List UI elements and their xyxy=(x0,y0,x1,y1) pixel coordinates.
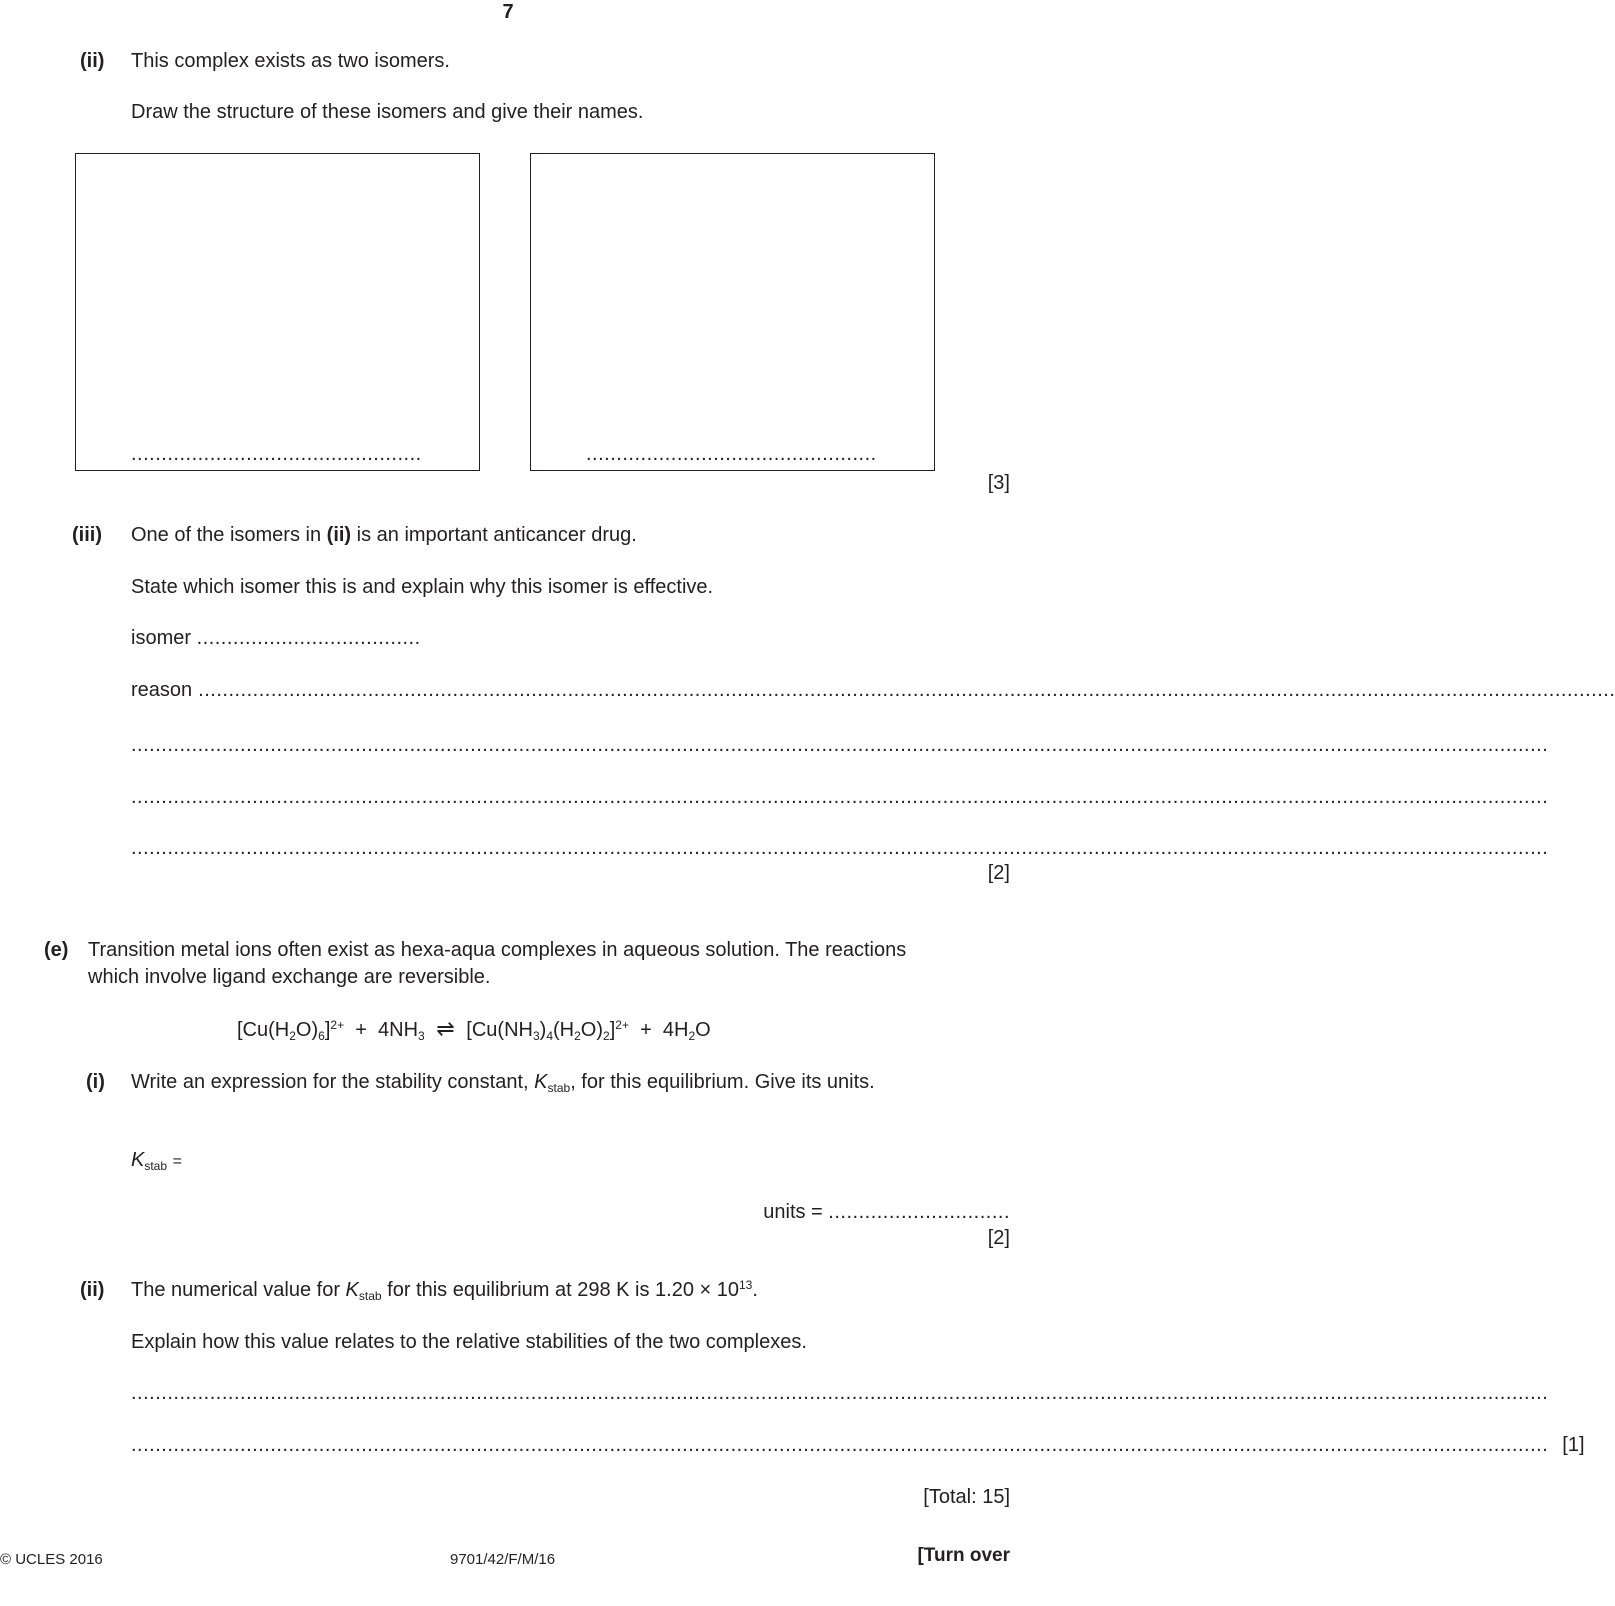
isomer-name-line-left[interactable]: ................................................ xyxy=(131,443,422,465)
marks-label: [2] xyxy=(987,1227,1010,1249)
answer-box-left[interactable] xyxy=(75,153,480,471)
question-text: Transition metal ions often exist as hexa-aqua complexes in aqueous solution. The reactions xyxy=(88,939,907,961)
equilibrium-arrow-icon: ⇌ xyxy=(436,1016,455,1041)
answer-box-right[interactable] xyxy=(530,153,935,471)
question-label-i: (i) xyxy=(86,1071,105,1093)
product-water: $4H_2O$ xyxy=(662,1019,711,1043)
marks-label: [2] xyxy=(987,862,1010,884)
question-text: which involve ligand exchange are reversible. xyxy=(88,966,491,988)
reactant-ammonia: $4NH_3$ xyxy=(378,1019,425,1043)
text-segment: is an important anticancer drug. xyxy=(351,524,637,546)
k-subscript: stab xyxy=(358,1289,382,1303)
page-number: 7 xyxy=(502,1,514,23)
kstab-expression-label xyxy=(131,1149,182,1173)
plus-sign: + xyxy=(640,1019,652,1041)
instruction-text: State which isomer this is and explain why this isomer is effective. xyxy=(131,576,714,598)
answer-line[interactable]: .......................................................................................................................................................................................................................................... xyxy=(131,1382,1549,1404)
question-label-ii: (ii) xyxy=(80,1279,105,1301)
isomer-name-line-right[interactable]: ................................................ xyxy=(586,443,877,465)
instruction-text: Draw the structure of these isomers and give their names. xyxy=(131,101,644,123)
units-answer-line[interactable]: .............................. xyxy=(828,1201,1010,1223)
isomer-label: isomer xyxy=(131,627,192,649)
reason-answer-row xyxy=(131,679,1615,701)
answer-line[interactable]: .......................................................................................................................................................................................................................................... xyxy=(131,734,1549,756)
plus-sign: + xyxy=(355,1019,367,1041)
turn-over-label: [Turn over xyxy=(917,1545,1010,1566)
units-answer-row xyxy=(700,1202,1010,1222)
question-label-iii: (iii) xyxy=(72,524,102,546)
question-text xyxy=(131,1278,758,1303)
answer-line[interactable]: .......................................................................................................................................................................................................................................... xyxy=(131,1434,1549,1456)
chemical-equation xyxy=(237,1016,711,1043)
text-segment: Write an expression for the stability constant, xyxy=(131,1071,535,1093)
question-text: This complex exists as two isomers. xyxy=(131,50,450,72)
marks-label: [1] xyxy=(1562,1434,1585,1456)
question-text xyxy=(131,1071,875,1095)
reference-bold: (ii) xyxy=(326,524,352,546)
question-label-e: (e) xyxy=(44,939,69,961)
exponent: 13 xyxy=(739,1278,753,1292)
paper-code: 9701/42/F/M/16 xyxy=(450,1551,556,1568)
isomer-answer-row xyxy=(131,628,421,648)
total-marks: [Total: 15] xyxy=(923,1486,1010,1508)
instruction-text: Explain how this value relates to the relative stabilities of the two complexes. xyxy=(131,1331,807,1353)
k-symbol: K xyxy=(345,1279,359,1301)
text-segment: The numerical value for xyxy=(131,1279,346,1301)
answer-row-with-marks xyxy=(131,1434,1585,1456)
units-label: units = xyxy=(763,1201,823,1223)
k-symbol: K xyxy=(131,1149,145,1171)
reason-answer-line[interactable]: .......................................................................................................................................................................................................................................... xyxy=(198,679,1615,701)
reason-label: reason xyxy=(131,679,193,701)
answer-line[interactable]: .......................................................................................................................................................................................................................................... xyxy=(131,786,1549,808)
equals-sign: = xyxy=(172,1153,182,1170)
marks-label: [3] xyxy=(987,472,1010,494)
text-segment: . xyxy=(752,1279,758,1301)
product-complex: $[Cu(NH_3)_4(H_2O)_2]^{2+}$ xyxy=(466,1018,629,1043)
k-subscript: stab xyxy=(547,1081,571,1095)
k-symbol: K xyxy=(534,1071,548,1093)
text-segment: One of the isomers in xyxy=(131,524,327,546)
text-segment: for this equilibrium at 298 K is 1.20 × 10 xyxy=(381,1279,739,1301)
answer-line[interactable]: .......................................................................................................................................................................................................................................... xyxy=(131,837,1549,859)
k-subscript: stab xyxy=(144,1159,168,1173)
reactant-complex: $[Cu(H_2O)_6]^{2+}$ xyxy=(237,1018,345,1043)
text-segment: , for this equilibrium. Give its units. xyxy=(570,1071,875,1093)
question-text xyxy=(131,525,637,545)
isomer-answer-line[interactable]: ..................................... xyxy=(196,627,421,649)
question-label-ii: (ii) xyxy=(80,50,105,72)
copyright: © UCLES 2016 xyxy=(0,1551,103,1568)
